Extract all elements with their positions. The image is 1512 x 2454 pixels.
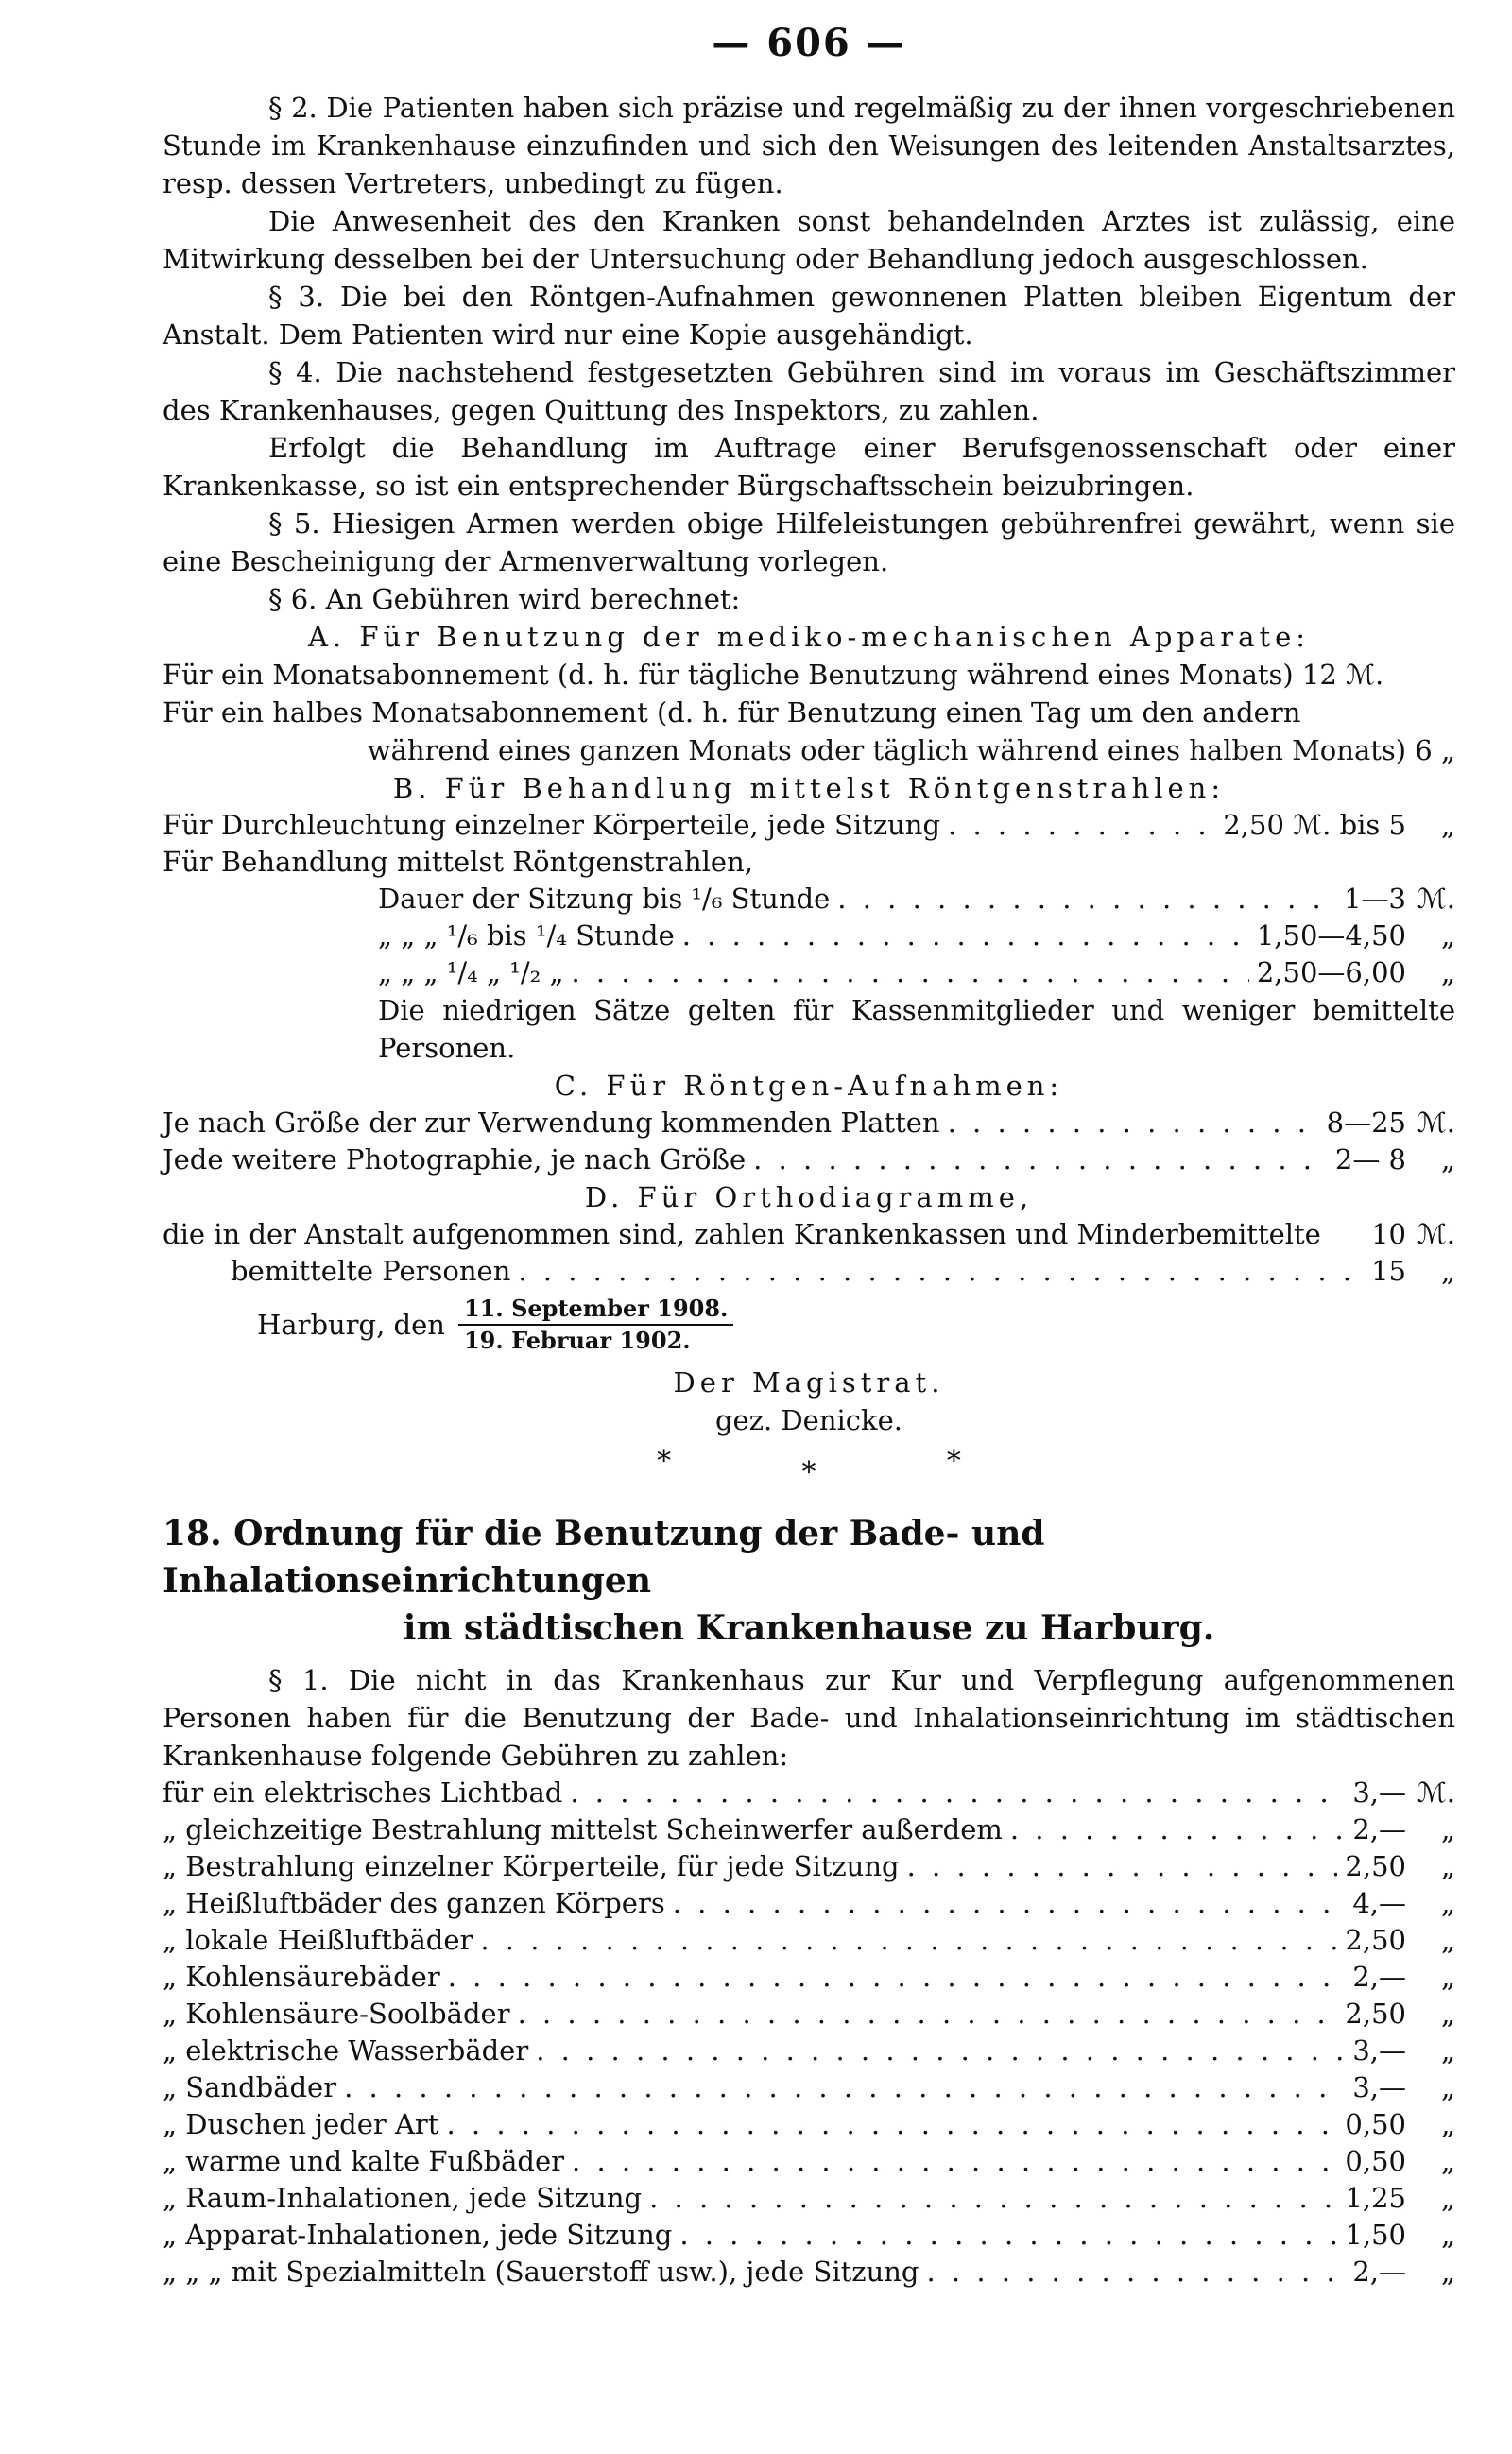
leader-dots [536,2033,1345,2069]
bath-fee-unit: „ [1440,2034,1455,2067]
leader-dots [649,2180,1337,2217]
bath-fee-row [163,1959,1455,1996]
fee-row [163,844,1455,881]
fee-label: Für Durchleuchtung einzelner Körperteile, jede Sitzung [163,809,941,841]
fee-label: Jede weitere Photographie, je nach Größe [163,1143,747,1176]
leader-dots [948,807,1215,844]
signature-authority: Der Magistrat. [673,1366,945,1399]
section-a-line-3: während eines ganzen Monats oder täglich während eines halben Monats) 6 „ [367,734,1455,766]
paragraph-section-5: § 5. Hiesigen Armen werden obige Hilfeleistungen gebührenfrei gewährt, wenn sie eine Bescheinigung der Armenverwaltung vorlegen. [163,507,1455,577]
bath-fee-unit: „ [1440,2219,1455,2251]
bath-fee-label: „ Kohlensäure-Soolbäder [163,1998,510,2030]
bath-fee-list [163,1775,1455,2291]
bath-fee-value: 0,50 [1345,2108,1406,2140]
fee-value: 8—25 [1326,1107,1406,1139]
bath-fee-unit: „ [1440,1813,1455,1845]
fee-label: die in der Anstalt aufgenommen sind, zahlen Krankenkassen und Minderbemittelte [163,1218,1321,1250]
fee-row [163,1105,1455,1141]
bath-fee-label: für ein elektrisches Lichtbad [163,1776,563,1809]
leader-dots [679,2217,1337,2254]
fee-unit: „ [1440,1143,1455,1176]
bath-fee-label: „ Heißluftbäder des ganzen Körpers [163,1887,665,1919]
bath-fee-unit: „ [1440,1887,1455,1919]
section-a-heading: A. Für Benutzung der mediko-mechanischen Apparate: [307,621,1311,653]
bath-fee-row [163,1885,1455,1922]
section-b-note: Die niedrigen Sätze gelten für Kassenmitglieder und weniger bemittelte Personen. [378,994,1455,1064]
bath-fee-unit: „ [1440,1961,1455,1993]
separator-star: * [657,1445,672,1478]
fee-value: 10 [1371,1218,1406,1250]
fee-unit: ℳ. [1417,1218,1455,1250]
bath-fee-row [163,2143,1455,2180]
leader-dots [1010,1811,1345,1848]
leader-dots [518,1253,1364,1290]
leader-dots [907,1848,1338,1885]
bath-fee-value: 3,— [1352,1776,1406,1809]
bath-fee-row [163,2033,1455,2069]
separator-star: * [946,1445,961,1478]
leader-dots [344,2069,1345,2106]
date-top: 11. September 1908. [458,1294,733,1326]
page-number: — 606 — [712,21,906,65]
fee-row [163,918,1455,954]
paragraph-section-3: § 3. Die bei den Röntgen-Aufnahmen gewonnenen Platten bleiben Eigentum der Anstalt. Dem Patienten wird nur eine Kopie ausgehändigt. [163,281,1455,351]
leader-dots [518,1996,1338,2033]
bath-fee-label: „ warme und kalte Fußbäder [163,2145,565,2177]
bath-fee-row [163,2069,1455,2106]
fee-label: „ „ „ ¹/₆ bis ¹/₄ Stunde [378,919,675,952]
bath-fee-unit: „ [1440,2108,1455,2140]
leader-dots [448,1959,1346,1996]
fee-label: „ „ „ ¹/₄ „ ¹/₂ „ [378,956,564,988]
fee-label: Für Behandlung mittelst Röntgenstrahlen, [163,846,753,878]
fee-unit: „ [1440,809,1455,841]
paragraph-doctor-presence: Die Anwesenheit des den Kranken sonst behandelnden Arztes ist zulässig, eine Mitwirkung desselben bei der Untersuchung oder Behandlung jedoch ausgeschlossen. [163,205,1455,275]
bath-fee-unit: „ [1440,1924,1455,1956]
date-bottom: 19. Februar 1902. [463,1327,691,1354]
leader-dots [572,2143,1337,2180]
bath-fee-label: „ Bestrahlung einzelner Körperteile, für jede Sitzung [163,1850,900,1882]
signature-place: Harburg, den [257,1309,445,1341]
fee-label: bemittelte Personen [231,1255,511,1287]
fee-unit: ℳ. [1417,883,1455,915]
bath-fee-value: 1,25 [1345,2182,1406,2214]
bath-fee-row [163,1775,1455,1811]
fee-row [163,881,1455,918]
bath-fee-row [163,1996,1455,2033]
fee-value: 2— 8 [1334,1143,1406,1176]
separator-star: * [801,1456,816,1489]
paragraph-section-2: § 2. Die Patienten haben sich präzise und regelmäßig zu der ihnen vorgeschriebenen Stunde im Krankenhause einzufinden und sich den Weisungen des leitenden Anstaltsarztes, resp. dessen Vertreters, unbedingt zu fügen. [163,92,1455,199]
paragraph-section-6: § 6. An Gebühren wird berechnet: [268,583,741,615]
bath-fee-unit: „ [1440,2182,1455,2214]
leader-dots [753,1141,1328,1178]
bath-fee-row [163,2106,1455,2143]
bath-fee-label: „ elektrische Wasserbäder [163,2034,529,2067]
leader-dots [571,954,1248,991]
bath-fee-unit: „ [1440,1850,1455,1882]
bath-fee-label: „ Raum-Inhalationen, jede Sitzung [163,2182,643,2214]
fee-row [163,807,1455,844]
bath-fee-unit: „ [1440,2145,1455,2177]
leader-dots [948,1105,1319,1141]
fee-unit: „ [1440,919,1455,952]
leader-dots [446,2106,1337,2143]
section-a-line-2: Für ein halbes Monatsabonnement (d. h. für Benutzung einen Tag um den andern [163,696,1301,729]
fee-row [163,1141,1455,1178]
bath-fee-value: 2,50 [1345,1998,1406,2030]
bath-fee-row [163,2254,1455,2291]
bath-fee-label: „ Duschen jeder Art [163,2108,439,2140]
section-b-heading: B. Für Behandlung mittelst Röntgenstrahlen: [392,772,1226,804]
fee-value: 1—3 [1344,883,1406,915]
leader-dots [682,918,1249,954]
section-18-title-line-1: 18. Ordnung für die Benutzung der Bade- und Inhalationseinrichtungen [163,1514,1045,1601]
fee-label: Dauer der Sitzung bis ¹/₆ Stunde [378,883,831,915]
section-18-intro: § 1. Die nicht in das Krankenhaus zur Kur und Verpflegung aufgenommenen Personen haben für die Benutzung der Bade- und Inhalationseinrichtung im städtischen Krankenhause folgende Gebühren zu zahlen: [163,1664,1455,1772]
section-separator [592,1445,1026,1489]
fee-unit: „ [1440,1255,1455,1287]
fee-unit: ℳ. [1417,1107,1455,1139]
bath-fee-row [163,1922,1455,1959]
bath-fee-label: „ Kohlensäurebäder [163,1961,440,1993]
section-18-title [163,1510,1455,1652]
fee-value: 15 [1371,1255,1406,1287]
fee-row [163,1216,1455,1253]
paragraph-section-4: § 4. Die nachstehend festgesetzten Gebühren sind im voraus im Geschäftszimmer des Krankenhauses, gegen Quittung des Inspektors, zu zahlen. [163,356,1455,426]
bath-fee-unit: ℳ. [1417,1776,1455,1809]
signature-signed: gez. Denicke. [714,1404,902,1436]
bath-fee-value: 2,— [1352,1961,1406,1993]
bath-fee-row [163,1811,1455,1848]
bath-fee-value: 2,50 [1345,1924,1406,1956]
bath-fee-value: 4,— [1352,1887,1406,1919]
section-d-heading: D. Für Orthodiagramme, [584,1181,1034,1213]
signature-date [163,1294,1455,1356]
section-c-heading: C. Für Röntgen-Aufnahmen: [554,1070,1064,1102]
fee-row [163,1253,1455,1290]
bath-fee-label: „ Apparat-Inhalationen, jede Sitzung [163,2219,673,2251]
bath-fee-label: „ Sandbäder [163,2071,337,2103]
bath-fee-value: 1,50 [1345,2219,1406,2251]
leader-dots [673,1885,1346,1922]
paragraph-insurance: Erfolgt die Behandlung im Auftrage einer Berufsgenossenschaft oder einer Krankenkasse, so ist ein entsprechender Bürgschaftsschein beizubringen. [163,432,1455,502]
fee-value: 1,50—4,50 [1256,919,1406,952]
leader-dots [837,881,1336,918]
bath-fee-unit: „ [1440,1998,1455,2030]
bath-fee-row [163,1848,1455,1885]
bath-fee-label: „ gleichzeitige Bestrahlung mittelst Scheinwerfer außerdem [163,1813,1003,1845]
leader-dots [570,1775,1345,1811]
bath-fee-value: 3,— [1352,2071,1406,2103]
fee-value: 2,50 ℳ. bis 5 [1223,809,1406,841]
bath-fee-row [163,2180,1455,2217]
bath-fee-label: „ lokale Heißluftbäder [163,1924,473,1956]
fee-label: Je nach Größe der zur Verwendung kommenden Platten [163,1107,940,1139]
bath-fee-value: 2,— [1352,1813,1406,1845]
date-fraction [458,1294,733,1356]
bath-fee-label: „ „ „ mit Spezialmitteln (Sauerstoff usw.), jede Sitzung [163,2256,919,2288]
section-18-title-line-2: im städtischen Krankenhause zu Harburg. [403,1608,1215,1648]
bath-fee-value: 2,— [1352,2256,1406,2288]
fee-row [163,954,1455,991]
bath-fee-row [163,2217,1455,2254]
section-a-line-1: Für ein Monatsabonnement (d. h. für tägliche Benutzung während eines Monats) 12 ℳ. [163,659,1384,691]
fee-unit: „ [1440,956,1455,988]
bath-fee-value: 2,50 [1345,1850,1406,1882]
bath-fee-unit: „ [1440,2256,1455,2288]
leader-dots [480,1922,1337,1959]
bath-fee-value: 3,— [1352,2034,1406,2067]
fee-value: 2,50—6,00 [1256,956,1406,988]
bath-fee-unit: „ [1440,2071,1455,2103]
bath-fee-value: 0,50 [1345,2145,1406,2177]
leader-dots [927,2254,1346,2291]
